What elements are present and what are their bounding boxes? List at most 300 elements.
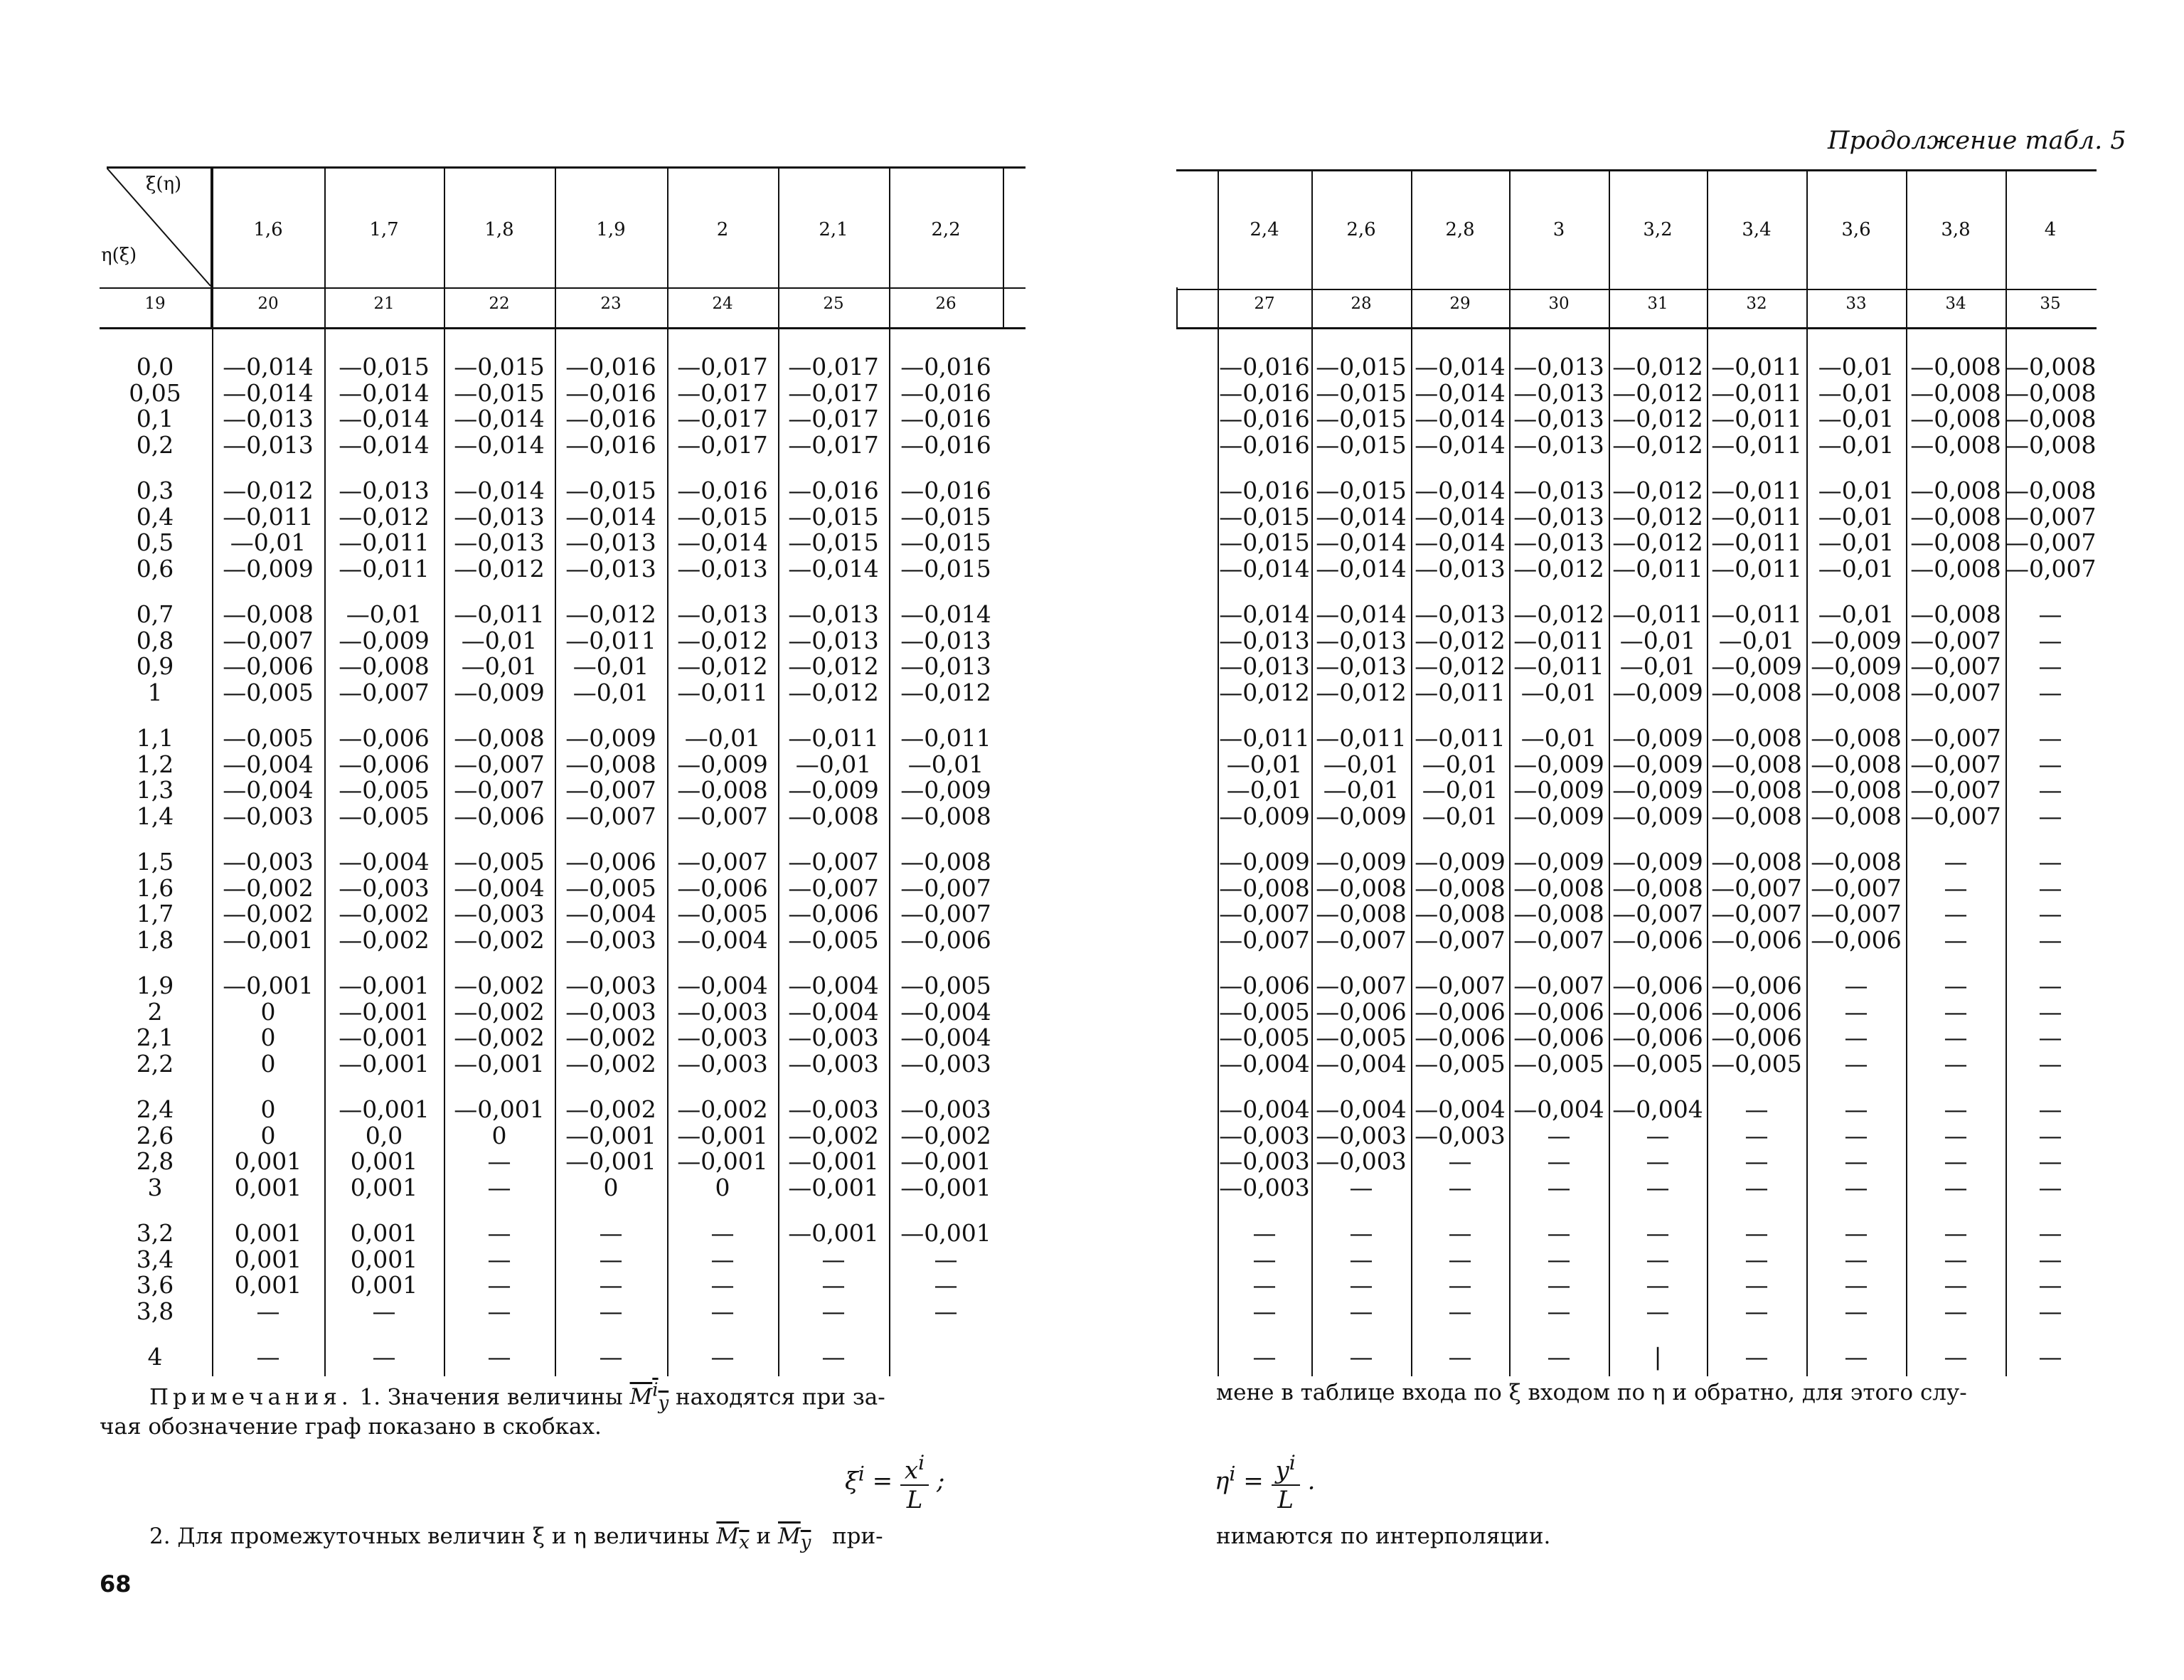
table-cell: —0,007 bbox=[1513, 972, 1604, 999]
table-cell: — bbox=[2038, 848, 2062, 876]
table-cell: —0,003 bbox=[677, 1024, 768, 1051]
table-cell: —0,004 bbox=[900, 997, 991, 1026]
table-cell: — bbox=[1944, 873, 1968, 902]
table-cell: —0,009 bbox=[677, 750, 768, 778]
table-cell: —0,009 bbox=[1612, 802, 1703, 830]
right-header-rule bbox=[1176, 289, 2097, 290]
table-cell: —0,01 bbox=[1422, 802, 1498, 830]
table-cell: 0 bbox=[715, 1173, 730, 1201]
table-cell: —0,012 bbox=[1513, 554, 1604, 583]
table-cell: — bbox=[2038, 600, 2062, 628]
table-cell: —0,004 bbox=[1415, 1095, 1506, 1123]
table-cell: —0,014 bbox=[1415, 353, 1506, 381]
table-cell: — bbox=[372, 1297, 396, 1325]
table-cell: —0,016 bbox=[788, 477, 879, 504]
table-cell: —0,007 bbox=[1910, 724, 2001, 752]
table-cell: —0,014 bbox=[1316, 528, 1407, 556]
table-cell: —0,011 bbox=[1711, 430, 1802, 459]
table-cell: — bbox=[2038, 1245, 2062, 1273]
table-cell: —0,012 bbox=[1415, 652, 1506, 680]
table-cell: — bbox=[1349, 1245, 1373, 1273]
table-cell: —0,004 bbox=[339, 848, 430, 876]
table-cell: — bbox=[2038, 1049, 2062, 1078]
table-cell: — bbox=[1547, 1343, 1571, 1371]
table-cell: —0,006 bbox=[339, 750, 430, 778]
table-cell: —0,016 bbox=[1219, 430, 1310, 459]
table-cell: —0,008 bbox=[1612, 873, 1703, 902]
table-cell: —0,01 bbox=[461, 626, 538, 654]
table-cell: —0,008 bbox=[2005, 378, 2097, 407]
table-cell: —0,007 bbox=[1811, 873, 1902, 902]
table-cell: —0,005 bbox=[454, 848, 545, 876]
table-cell: —0,013 bbox=[677, 554, 768, 583]
table-cell: —0,016 bbox=[1219, 378, 1310, 407]
table-cell: —0,007 bbox=[1711, 873, 1802, 902]
table-cell: —0,007 bbox=[1415, 972, 1506, 999]
table-cell: — bbox=[372, 1343, 396, 1371]
table-cell: —0,01 bbox=[1818, 405, 1895, 432]
table-cell: —0,013 bbox=[223, 405, 314, 432]
table-cell: —0,002 bbox=[788, 1121, 879, 1149]
table-cell: — bbox=[2038, 1219, 2062, 1247]
table-cell: — bbox=[599, 1245, 623, 1273]
table-cell: —0,013 bbox=[454, 502, 545, 531]
table-cell: — bbox=[1448, 1219, 1472, 1247]
row-label: 1 bbox=[147, 678, 163, 706]
moment-symbol: $M^i_y$ bbox=[629, 1380, 669, 1415]
table-cell: — bbox=[2038, 972, 2062, 999]
table-cell: — bbox=[1547, 1245, 1571, 1273]
table-cell: —0,007 bbox=[454, 750, 545, 778]
table-cell: —0,009 bbox=[1612, 776, 1703, 804]
table-cell: —0,01 bbox=[1520, 678, 1597, 706]
table-cell: —0,014 bbox=[454, 430, 545, 459]
table-cell: — bbox=[1844, 1219, 1868, 1247]
table-cell: —0,004 bbox=[1513, 1095, 1604, 1123]
table-cell: —0,008 bbox=[677, 776, 768, 804]
table-cell: —0,015 bbox=[339, 353, 430, 381]
table-cell: —0,003 bbox=[1316, 1147, 1407, 1175]
table-cell: —0,013 bbox=[1513, 430, 1604, 459]
table-cell: —0,008 bbox=[1811, 776, 1902, 804]
table-cell: —0,016 bbox=[900, 430, 991, 459]
table-cell: —0,008 bbox=[788, 802, 879, 830]
table-cell: — bbox=[1744, 1121, 1769, 1149]
table-cell: —0,008 bbox=[1711, 802, 1802, 830]
table-cell: — bbox=[2038, 802, 2062, 830]
row-label: 0,8 bbox=[136, 626, 174, 654]
table-cell: —0,003 bbox=[454, 900, 545, 927]
table-cell: —0,015 bbox=[677, 502, 768, 531]
table-cell: —0,002 bbox=[900, 1121, 991, 1149]
table-cell: 0 bbox=[260, 1049, 276, 1078]
table-cell: —0,008 bbox=[565, 750, 656, 778]
row-label: 0,7 bbox=[136, 600, 174, 628]
table-cell: —0,014 bbox=[1415, 405, 1506, 432]
table-cell: —0,013 bbox=[1316, 626, 1407, 654]
table-cell: —0,011 bbox=[900, 724, 991, 752]
table-cell: —0,011 bbox=[1612, 600, 1703, 628]
row-label: 1,8 bbox=[136, 925, 174, 954]
table-cell: —0,003 bbox=[788, 1095, 879, 1123]
table-cell: —0,014 bbox=[1316, 600, 1407, 628]
table-cell: — bbox=[821, 1271, 846, 1299]
table-cell: —0,004 bbox=[454, 873, 545, 902]
table-cell: — bbox=[1448, 1343, 1472, 1371]
table-cell: —0,014 bbox=[1415, 528, 1506, 556]
table-cell: —0,001 bbox=[339, 1024, 430, 1051]
table-cell: —0,013 bbox=[900, 626, 991, 654]
table-cell: —0,006 bbox=[1612, 925, 1703, 954]
table-cell: —0,001 bbox=[565, 1121, 656, 1149]
row-label: 2,1 bbox=[136, 1024, 174, 1051]
table-cell: —0,005 bbox=[1415, 1049, 1506, 1078]
table-cell: —0,001 bbox=[900, 1173, 991, 1201]
table-cell: —0,01 bbox=[1818, 430, 1895, 459]
table-cell: —0,014 bbox=[1219, 600, 1310, 628]
table-cell: —0,008 bbox=[2005, 405, 2097, 432]
table-cell: —0,013 bbox=[454, 528, 545, 556]
table-cell: —0,001 bbox=[677, 1147, 768, 1175]
table-cell: 0,001 bbox=[350, 1173, 418, 1201]
table-cell: —0,009 bbox=[1513, 750, 1604, 778]
table-cell: —0,008 bbox=[1910, 600, 2001, 628]
table-cell: —0,008 bbox=[1811, 848, 1902, 876]
table-cell: —0,01 bbox=[1323, 750, 1400, 778]
table-cell: —0,002 bbox=[454, 997, 545, 1026]
table-cell: — bbox=[1944, 900, 1968, 927]
column-number: 22 bbox=[489, 294, 510, 313]
table-cell: —0,008 bbox=[1910, 405, 2001, 432]
table-cell: — bbox=[1944, 1343, 1968, 1371]
table-cell: —0,011 bbox=[454, 600, 545, 628]
table-cell: — bbox=[1944, 1049, 1968, 1078]
table-cell: —0,012 bbox=[788, 678, 879, 706]
table-cell: —0,005 bbox=[900, 972, 991, 999]
table-cell: — bbox=[256, 1297, 280, 1325]
table-cell: 0,001 bbox=[350, 1271, 418, 1299]
table-cell: — bbox=[1944, 1219, 1968, 1247]
table-cell: —0,011 bbox=[1316, 724, 1407, 752]
table-cell: —0,008 bbox=[1811, 802, 1902, 830]
table-cell: —0,003 bbox=[1415, 1121, 1506, 1149]
table-cell: —0,013 bbox=[1513, 378, 1604, 407]
table-cell: —0,001 bbox=[900, 1219, 991, 1247]
table-cell: —0,014 bbox=[454, 477, 545, 504]
table-cell: —0,004 bbox=[900, 1024, 991, 1051]
table-cell: — bbox=[1944, 1024, 1968, 1051]
table-cell: —0,011 bbox=[1711, 554, 1802, 583]
table-cell: —0,005 bbox=[339, 802, 430, 830]
table-cell: — bbox=[1844, 1245, 1868, 1273]
table-cell: — bbox=[1448, 1173, 1472, 1201]
table-cell: —0,007 bbox=[454, 776, 545, 804]
table-cell: — bbox=[1844, 1271, 1868, 1299]
table-cell: —0,002 bbox=[339, 900, 430, 927]
table-cell: — bbox=[1252, 1245, 1277, 1273]
table-cell: —0,008 bbox=[1910, 502, 2001, 531]
table-cell: —0,001 bbox=[565, 1147, 656, 1175]
table-cell: —0,01 bbox=[907, 750, 984, 778]
table-cell: —0,016 bbox=[1219, 477, 1310, 504]
table-cell: —0,015 bbox=[788, 528, 879, 556]
table-cell: — bbox=[599, 1271, 623, 1299]
table-cell: —0,008 bbox=[1711, 750, 1802, 778]
table-cell: —0,003 bbox=[677, 1049, 768, 1078]
column-number: 25 bbox=[823, 294, 844, 313]
table-cell: —0,007 bbox=[1811, 900, 1902, 927]
table-cell: — bbox=[599, 1297, 623, 1325]
row-label: 2,8 bbox=[136, 1147, 174, 1175]
table-cell: —0,011 bbox=[565, 626, 656, 654]
table-cell: — bbox=[2038, 1024, 2062, 1051]
row-label: 1,6 bbox=[136, 873, 174, 902]
table-cell: —0,004 bbox=[565, 900, 656, 927]
table-cell: —0,015 bbox=[1219, 502, 1310, 531]
table-cell: —0,009 bbox=[1316, 802, 1407, 830]
table-cell: —0,005 bbox=[1513, 1049, 1604, 1078]
table-cell: —0,015 bbox=[788, 502, 879, 531]
note-1-text: 1. Значения величины bbox=[359, 1384, 623, 1410]
table-cell: — bbox=[1448, 1147, 1472, 1175]
table-cell: — bbox=[487, 1245, 511, 1273]
column-header: 2,6 bbox=[1346, 219, 1376, 240]
table-cell: —0,002 bbox=[677, 1095, 768, 1123]
row-label: 2,6 bbox=[136, 1121, 174, 1149]
table-cell: —0,008 bbox=[1316, 873, 1407, 902]
table-cell: —0,005 bbox=[223, 678, 314, 706]
table-cell: — bbox=[821, 1245, 846, 1273]
table-cell: — bbox=[599, 1219, 623, 1247]
table-cell: —0,009 bbox=[900, 776, 991, 804]
table-cell: —0,013 bbox=[1219, 626, 1310, 654]
table-cell: — bbox=[1349, 1343, 1373, 1371]
table-cell: — bbox=[1744, 1095, 1769, 1123]
table-cell: —0,009 bbox=[1513, 776, 1604, 804]
right-note-2: нимаются по интерполяции. bbox=[1216, 1524, 1551, 1549]
table-cell: —0,005 bbox=[788, 925, 879, 954]
table-cell: —0,01 bbox=[1818, 477, 1895, 504]
table-cell: —0,017 bbox=[788, 353, 879, 381]
table-cell: — bbox=[821, 1343, 846, 1371]
table-cell: —0,001 bbox=[454, 1095, 545, 1123]
table-cell: —0,014 bbox=[339, 430, 430, 459]
table-cell: — bbox=[1252, 1343, 1277, 1371]
table-cell: — bbox=[1944, 925, 1968, 954]
table-cell: — bbox=[1252, 1219, 1277, 1247]
table-cell: — bbox=[599, 1343, 623, 1371]
table-cell: — bbox=[2038, 1173, 2062, 1201]
table-cell: —0,008 bbox=[1910, 477, 2001, 504]
table-cell: 0 bbox=[260, 1121, 276, 1149]
table-cell: — bbox=[1944, 972, 1968, 999]
table-cell: — bbox=[1944, 1095, 1968, 1123]
column-header: 2,4 bbox=[1250, 219, 1279, 240]
table-cell: —0,016 bbox=[900, 477, 991, 504]
column-header: 3,8 bbox=[1941, 219, 1971, 240]
table-cell: —0,007 bbox=[788, 873, 879, 902]
table-cell: —0,002 bbox=[223, 873, 314, 902]
column-header: 2,8 bbox=[1445, 219, 1475, 240]
table-cell: —0,007 bbox=[1219, 900, 1310, 927]
row-label: 1,2 bbox=[136, 750, 174, 778]
table-cell: — bbox=[2038, 1147, 2062, 1175]
table-cell: —0,015 bbox=[454, 353, 545, 381]
table-cell: —0,016 bbox=[1219, 353, 1310, 381]
column-header: 2,1 bbox=[819, 219, 848, 240]
table-cell: —0,011 bbox=[1612, 554, 1703, 583]
table-cell: —0,012 bbox=[1612, 353, 1703, 381]
table-cell: —0,013 bbox=[1513, 405, 1604, 432]
column-number: 20 bbox=[257, 294, 279, 313]
table-cell: —0,008 bbox=[1415, 900, 1506, 927]
table-cell: — bbox=[1646, 1173, 1670, 1201]
table-cell: — bbox=[2038, 900, 2062, 927]
table-cell: —0,008 bbox=[2005, 430, 2097, 459]
table-cell: —0,007 bbox=[900, 900, 991, 927]
column-number: 33 bbox=[1845, 294, 1867, 313]
table-cell: —0,012 bbox=[454, 554, 545, 583]
table-cell: —0,01 bbox=[346, 600, 422, 628]
table-cell: 0,0 bbox=[365, 1121, 403, 1149]
table-cell: — bbox=[1349, 1271, 1373, 1299]
column-number: 32 bbox=[1746, 294, 1767, 313]
table-cell: — bbox=[1844, 1147, 1868, 1175]
table-cell: —0,003 bbox=[900, 1095, 991, 1123]
table-cell: — bbox=[1944, 1173, 1968, 1201]
table-cell: —0,017 bbox=[677, 353, 768, 381]
table-cell: —0,006 bbox=[1811, 925, 1902, 954]
row-label: 3 bbox=[147, 1173, 163, 1201]
table-cell: —0,007 bbox=[1910, 652, 2001, 680]
table-cell: —0,007 bbox=[565, 802, 656, 830]
table-cell: —0,007 bbox=[1910, 678, 2001, 706]
table-cell: —0,017 bbox=[677, 430, 768, 459]
table-cell: —0,001 bbox=[900, 1147, 991, 1175]
table-cell: —0,004 bbox=[1316, 1049, 1407, 1078]
table-cell: — bbox=[1646, 1297, 1670, 1325]
table-cell: —0,008 bbox=[1415, 873, 1506, 902]
table-cell: —0,008 bbox=[1711, 776, 1802, 804]
table-cell: — bbox=[934, 1297, 958, 1325]
table-cell: —0,007 bbox=[1711, 900, 1802, 927]
table-cell: —0,013 bbox=[339, 477, 430, 504]
table-cell: —0,001 bbox=[788, 1147, 879, 1175]
table-cell: —0,009 bbox=[1811, 652, 1902, 680]
table-cell: —0,003 bbox=[339, 873, 430, 902]
table-cell: —0,013 bbox=[1316, 652, 1407, 680]
table-cell: —0,009 bbox=[1415, 848, 1506, 876]
column-header: 4 bbox=[2044, 219, 2057, 240]
column-number: 31 bbox=[1647, 294, 1668, 313]
right-label-column-divider bbox=[1176, 287, 1178, 327]
table-cell: — bbox=[1944, 1121, 1968, 1149]
table-cell: —0,011 bbox=[1513, 626, 1604, 654]
table-cell: —0,01 bbox=[1818, 554, 1895, 583]
table-cell: —0,01 bbox=[461, 652, 538, 680]
table-cell: —0,013 bbox=[223, 430, 314, 459]
table-cell: —0,004 bbox=[1612, 1095, 1703, 1123]
table-cell: — bbox=[2038, 873, 2062, 902]
row-label: 0,6 bbox=[136, 554, 174, 583]
table-cell: —0,009 bbox=[1711, 652, 1802, 680]
row-label: 0,0 bbox=[136, 353, 174, 381]
column-number: 28 bbox=[1351, 294, 1372, 313]
table-cell: —0,005 bbox=[565, 873, 656, 902]
table-cell: — bbox=[1944, 1297, 1968, 1325]
table-cell: — bbox=[1547, 1121, 1571, 1149]
column-header: 1,6 bbox=[253, 219, 283, 240]
table-cell: — bbox=[2038, 997, 2062, 1026]
table-cell: — bbox=[1744, 1147, 1769, 1175]
table-cell: —0,014 bbox=[1415, 477, 1506, 504]
table-cell: —0,007 bbox=[1415, 925, 1506, 954]
table-cell: —0,013 bbox=[1415, 554, 1506, 583]
table-cell: —0,015 bbox=[900, 528, 991, 556]
table-cell: —0,004 bbox=[1316, 1095, 1407, 1123]
table-cell: —0,008 bbox=[223, 600, 314, 628]
table-cell: —0,006 bbox=[788, 900, 879, 927]
table-cell: — bbox=[934, 1245, 958, 1273]
column-header: 1,7 bbox=[369, 219, 399, 240]
table-cell: —0,005 bbox=[1219, 997, 1310, 1026]
table-cell: — bbox=[710, 1271, 735, 1299]
table-cell: —0,011 bbox=[1711, 378, 1802, 407]
row-label: 3,4 bbox=[136, 1245, 174, 1273]
table-cell: —0,009 bbox=[223, 554, 314, 583]
table-cell: — bbox=[710, 1219, 735, 1247]
table-cell: —0,008 bbox=[1711, 678, 1802, 706]
table-cell: —0,009 bbox=[1811, 626, 1902, 654]
row-label: 0,1 bbox=[136, 405, 174, 432]
table-cell: —0,014 bbox=[1316, 554, 1407, 583]
table-cell: —0,012 bbox=[1415, 626, 1506, 654]
table-cell: —0,011 bbox=[1711, 477, 1802, 504]
table-cell: —0,015 bbox=[565, 477, 656, 504]
row-label: 0,9 bbox=[136, 652, 174, 680]
table-cell: —0,007 bbox=[788, 848, 879, 876]
table-cell: —0,01 bbox=[230, 528, 307, 556]
table-cell: 0,001 bbox=[234, 1219, 302, 1247]
row-label: 1,5 bbox=[136, 848, 174, 876]
table-cell: — bbox=[487, 1173, 511, 1201]
column-number: 29 bbox=[1449, 294, 1471, 313]
table-cell: — bbox=[1646, 1147, 1670, 1175]
right-table-top-rule bbox=[1176, 169, 2097, 171]
table-cell: —0,008 bbox=[1219, 873, 1310, 902]
column-header: 3,4 bbox=[1742, 219, 1772, 240]
table-cell: —0,013 bbox=[1219, 652, 1310, 680]
table-cell: —0,014 bbox=[223, 378, 314, 407]
table-cell: —0,009 bbox=[1513, 802, 1604, 830]
row-label: 0,4 bbox=[136, 502, 174, 531]
column-header: 3,2 bbox=[1643, 219, 1673, 240]
table-cell: — bbox=[2038, 1297, 2062, 1325]
table-cell: —0,001 bbox=[223, 925, 314, 954]
table-cell: — bbox=[1349, 1173, 1373, 1201]
column-header: 2 bbox=[716, 219, 729, 240]
table-cell: —0,012 bbox=[565, 600, 656, 628]
table-cell: —0,005 bbox=[1316, 1024, 1407, 1051]
table-cell: —0,005 bbox=[339, 776, 430, 804]
table-cell: —0,016 bbox=[565, 353, 656, 381]
row-label: 2 bbox=[147, 997, 163, 1026]
table-cell: —0,004 bbox=[223, 776, 314, 804]
table-cell: — bbox=[487, 1147, 511, 1175]
table-cell: —0,011 bbox=[1711, 600, 1802, 628]
table-cell: —0,001 bbox=[788, 1219, 879, 1247]
table-cell: —0,008 bbox=[1513, 873, 1604, 902]
